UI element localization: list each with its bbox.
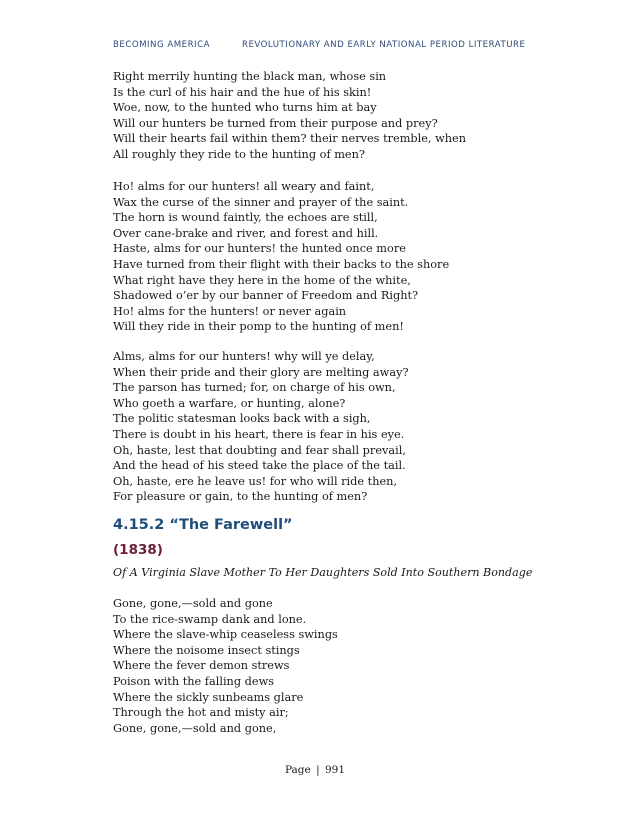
poem-line: Right merrily hunting the black man, whose sin — [113, 70, 387, 83]
poem-subtitle: Of A Virginia Slave Mother To Her Daughters Sold Into Southern Bondage — [113, 566, 533, 579]
running-header — [113, 40, 526, 50]
page-separator: | — [316, 764, 320, 776]
poem-line: And the head of his steed take the place of the tail. — [113, 459, 406, 473]
header-right: REVOLUTIONARY AND EARLY NATIONAL PERIOD LITERATURE — [242, 40, 526, 50]
poem-line: Haste, alms for our hunters! the hunted once more — [113, 242, 406, 256]
poem-line: Where the fever demon strews — [113, 659, 290, 673]
poem-line: The horn is wound faintly, the echoes are still, — [113, 211, 378, 225]
poem-line: Will they ride in their pomp to the hunting of men! — [113, 320, 404, 334]
page-footer — [0, 764, 630, 776]
poem-line: Have turned from their flight with their backs to the shore — [113, 257, 450, 271]
poem-line: Oh, haste, ere he leave us! for who will ride then, — [113, 474, 398, 488]
page-label: Page — [284, 764, 311, 776]
section-year: (1838) — [113, 542, 163, 558]
poem-line: Will their hearts fail within them? their nerves tremble, when — [113, 132, 467, 146]
section-heading: 4.15.2 “The Farewell” — [113, 517, 293, 533]
poem-line: Who goeth a warfare, or hunting, alone? — [113, 396, 346, 410]
poem-line: Where the slave-whip ceaseless swings — [113, 628, 338, 642]
poem-line: Ho! alms for our hunters! all weary and faint, — [113, 180, 375, 193]
poem-line: To the rice-swamp dank and lone. — [113, 612, 307, 626]
poem-line: Through the hot and misty air; — [113, 706, 289, 720]
poem-line: Will our hunters be turned from their purpose and prey? — [113, 116, 438, 130]
poem-line: When their pride and their glory are melting away? — [113, 365, 409, 379]
poem-line: Where the sickly sunbeams glare — [113, 690, 304, 704]
poem-line: Where the noisome insect stings — [113, 643, 300, 657]
poem-line: All roughly they ride to the hunting of men? — [113, 147, 365, 161]
poem-stanza — [113, 69, 466, 163]
poem-line: Is the curl of his hair and the hue of his skin! — [113, 85, 372, 99]
poem-line: For pleasure or gain, to the hunting of men? — [113, 490, 368, 504]
poem-line: Shadowed o’er by our banner of Freedom and Right? — [113, 289, 419, 303]
poem-line: There is doubt in his heart, there is fear in his eye. — [113, 427, 405, 441]
poem-line: Gone, gone,—sold and gone — [113, 597, 273, 610]
poem-line: Over cane-brake and river, and forest and hill. — [113, 226, 379, 240]
poem-line: The politic statesman looks back with a sigh, — [113, 412, 371, 426]
poem-line: Wax the curse of the sinner and prayer of the saint. — [113, 195, 409, 209]
poem-line: Alms, alms for our hunters! why will ye delay, — [113, 350, 375, 363]
page-number: 991 — [324, 764, 346, 776]
poem-line: The parson has turned; for, on charge of his own, — [113, 381, 396, 395]
poem-stanza — [113, 349, 409, 505]
header-left: BECOMING AMERICA — [113, 40, 210, 50]
poem-line: Ho! alms for the hunters! or never again — [113, 304, 347, 318]
poem-stanza — [113, 179, 449, 335]
poem-line: What right have they here in the home of the white, — [113, 273, 411, 287]
poem-line: Poison with the falling dews — [113, 674, 275, 688]
poem-line: Oh, haste, lest that doubting and fear shall prevail, — [113, 443, 406, 457]
poem-line: Gone, gone,—sold and gone, — [113, 721, 277, 735]
poem-stanza — [113, 596, 338, 736]
poem-line: Woe, now, to the hunted who turns him at bay — [113, 101, 377, 115]
